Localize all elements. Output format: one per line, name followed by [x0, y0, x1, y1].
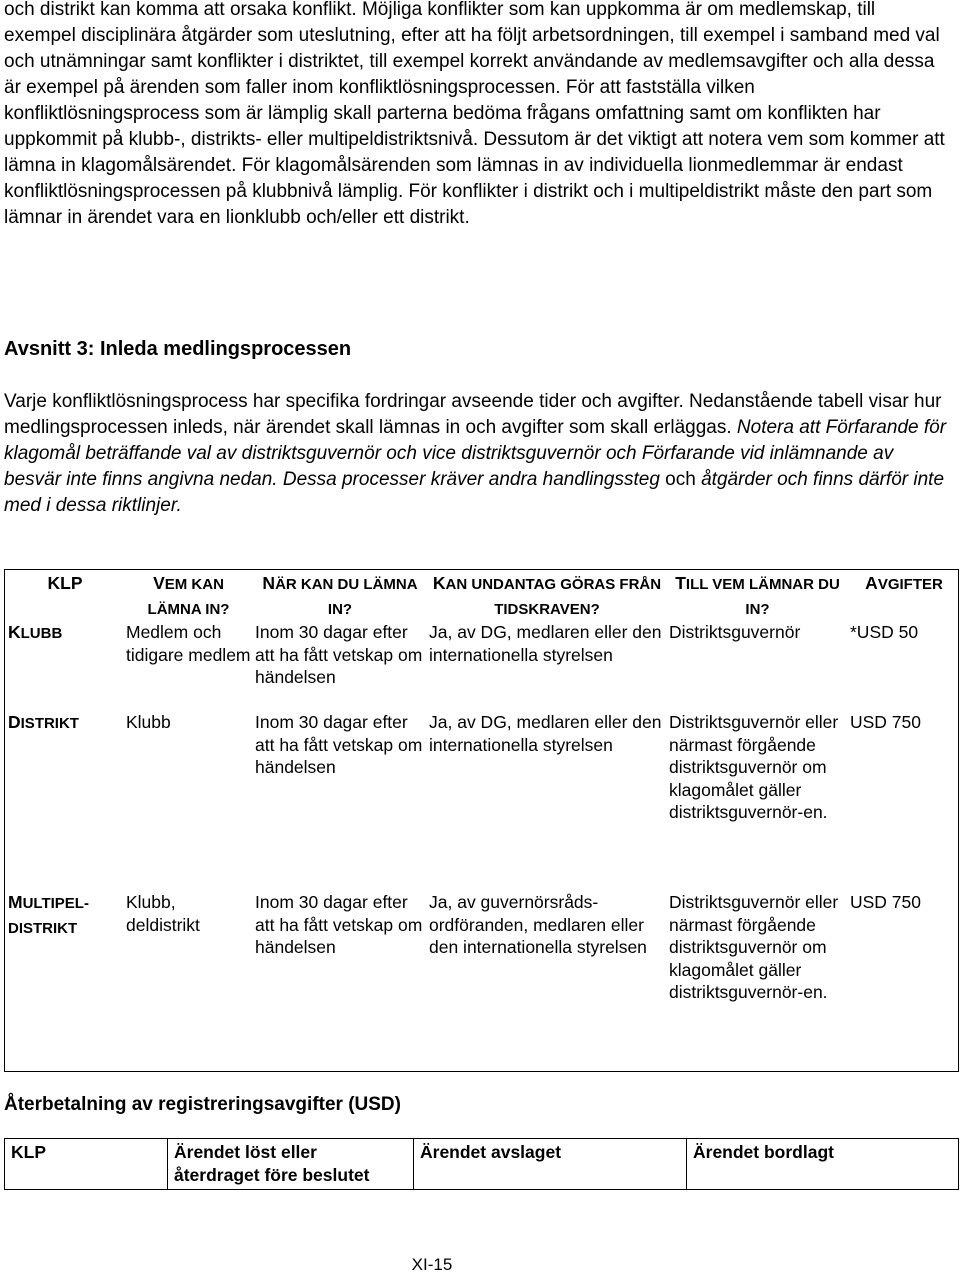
row-to-whom: Distriktsguvernör eller närmast förgående distriktsguvernör om klagomålet gäller distriktsguvernör-en.: [669, 892, 839, 1002]
refund-header-resolved: Ärendet löst eller återdraget före beslutet: [168, 1139, 414, 1190]
table-row: [5, 891, 959, 1072]
refund-heading: Återbetalning av registreringsavgifter (USD): [4, 1094, 401, 1115]
row-who: Medlem och tidigare medlem: [126, 622, 251, 665]
section-text-italic-2: åtgärder och finns därför inte med i dessa riktlinjer.: [4, 469, 945, 516]
intro-paragraph: och distrikt kan komma att orsaka konflikt. Möjliga konflikter som kan uppkomma är om medlemskap, till exempel disciplinära åtgärder som uteslutning, efter att ha följt arbetsordningen, till exempel i samband med val och utnämningar samt konflikter i distriktet, till exempel korrekt användande av medlemsavgifter och alla dessa är exempel på ärenden som faller inom konfliktlösningsprocessen. För att fastställa vilken konfliktlösningsprocess som är lämplig skall parterna bedöma frågans omfattning samt om konflikten har uppkommit på klubb-, distrikts- eller multipeldistriktsnivå. Dessutom är det viktigt att notera vem som kommer att lämna in klagomålsärendet. För klagomålsärenden som lämnas in av individuella lionmedlemmar är endast konfliktlösningsprocessen på klubbnivå lämplig. För konflikter i distrikt och i multipeldistrikt måste den part som lämnar in ärendet vara en lionklubb och/eller ett distrikt.: [4, 0, 945, 228]
header-when: NÄR KAN DU LÄMNA IN?: [262, 573, 418, 618]
row-level: KLUBB: [8, 622, 63, 642]
refund-header-tabled: Ärendet bordlagt: [687, 1139, 959, 1190]
row-when: Inom 30 dagar efter att ha fått vetskap om händelsen: [255, 712, 423, 777]
header-klp: KLP: [47, 573, 83, 593]
header-fees: AVGIFTER: [865, 573, 943, 593]
section-text-italic-1: Notera att Förfarande för klagomål beträffande val av distriktsguvernör och vice distriktsguvernör och Förfarande vid inlämnande av besvär inte finns angivna nedan. Dessa processer kräver andra handlingssteg: [4, 417, 947, 490]
row-when: Inom 30 dagar efter att ha fått vetskap om händelsen: [255, 892, 423, 957]
section-heading: Avsnitt 3: Inleda medlingsprocessen: [4, 338, 352, 360]
row-level: MULTIPEL-DISTRIKT: [8, 892, 89, 937]
table-row: [5, 711, 959, 891]
row-exception: Ja, av guvernörsråds-ordföranden, medlaren eller den internationella styrelsen: [429, 892, 647, 957]
row-exception: Ja, av DG, medlaren eller den internationella styrelsen: [429, 622, 662, 665]
row-to-whom: Distriktsguvernör: [669, 622, 801, 642]
table-header-row: [5, 570, 959, 622]
table-header-row: [5, 1139, 959, 1190]
header-exception: KAN UNDANTAG GÖRAS FRÅN TIDSKRAVEN?: [432, 573, 662, 618]
row-fee: *USD 50: [850, 622, 919, 642]
row-level: DISTRIKT: [8, 712, 79, 732]
row-when: Inom 30 dagar efter att ha fått vetskap om händelsen: [255, 622, 423, 687]
refund-table: [4, 1138, 959, 1190]
row-exception: Ja, av DG, medlaren eller den internationella styrelsen: [429, 712, 662, 755]
page-number: XI-15: [411, 1255, 453, 1274]
header-who: VEM KAN LÄMNA IN?: [147, 573, 230, 618]
section-paragraph: [4, 389, 952, 519]
row-fee: USD 750: [850, 892, 922, 912]
refund-header-rejected: Ärendet avslaget: [414, 1139, 687, 1190]
row-who: Klubb: [126, 712, 171, 732]
row-who: Klubb, deldistrikt: [126, 892, 200, 935]
table-row: [5, 621, 959, 711]
refund-header-klp: KLP: [5, 1139, 168, 1190]
section-text-regular-2: och: [659, 469, 702, 490]
row-fee: USD 750: [850, 712, 922, 732]
section-text-regular: Varje konfliktlösningsprocess har specifika fordringar avseende tider och avgifter. Nedanstående tabell visar hur medlingsprocessen inleds, när ärendet skall lämnas in och avgifter som skall erläggas.: [4, 391, 942, 438]
klp-table: [4, 569, 959, 1072]
row-to-whom: Distriktsguvernör eller närmast förgående distriktsguvernör om klagomålet gäller distriktsguvernör-en.: [669, 712, 839, 822]
header-to-whom: TILL VEM LÄMNAR DU IN?: [675, 573, 840, 618]
